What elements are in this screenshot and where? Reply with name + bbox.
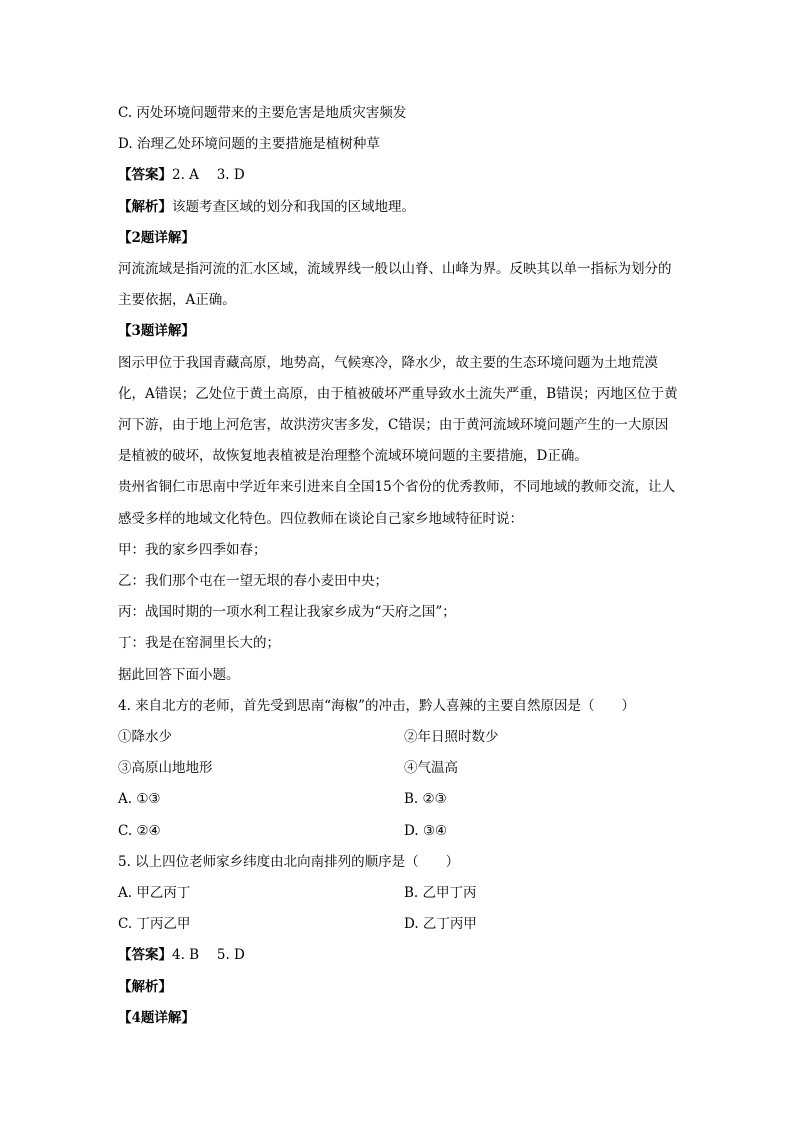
document-page — [118, 98, 680, 1034]
q4-stem: 4. 来自北方的老师，首先受到思南“海椒”的冲击，黔人喜辣的主要自然原因是（ ） — [118, 697, 635, 714]
material-jia: 甲：我的家乡四季如春； — [118, 541, 267, 558]
answer-4-5 — [118, 940, 680, 971]
q4-option-c: C. ②④ — [118, 822, 161, 839]
analysis-2-3 — [118, 192, 680, 223]
q3-option-d: D. 治理乙处环境问题的主要措施是植树种草 — [118, 136, 380, 153]
q5-option-b: B. 乙甲丁丙 — [404, 885, 477, 902]
q4-item-1: ①降水少 — [118, 729, 172, 746]
detail-3-heading: 【3题详解】 — [118, 323, 195, 340]
q5-options-row-2 — [118, 909, 680, 940]
q5-option-d: D. 乙丁丙甲 — [404, 916, 477, 933]
material-yi: 乙：我们那个屯在一望无垠的春小麦田中央； — [118, 573, 388, 590]
q4-items-row-1 — [118, 722, 680, 753]
q4-item-2: ②年日照时数少 — [404, 729, 499, 746]
q4-item-3: ③高原山地地形 — [118, 760, 213, 777]
analysis-label: 【解析】 — [118, 198, 172, 215]
answer-2-3 — [118, 160, 680, 191]
material-prompt: 据此回答下面小题。 — [118, 666, 240, 683]
detail-4-heading: 【4题详解】 — [118, 1009, 195, 1026]
q4-items-row-2 — [118, 753, 680, 784]
q4-option-a: A. ①③ — [118, 791, 161, 808]
material-intro: 贵州省铜仁市思南中学近年来引进来自全国15个省份的优秀教师，不同地域的教师交流，让人感受多样的地域文化特色。四位教师在谈论自己家乡地域特征时说： — [118, 479, 676, 527]
answer-value: 4. B 5. D — [172, 947, 245, 964]
q3-option-c: C. 丙处环境问题带来的主要危害是地质灾害频发 — [118, 105, 407, 121]
answer-value: 2. A 3. D — [172, 167, 245, 184]
q4-option-d: D. ③④ — [404, 822, 448, 839]
q5-option-a: A. 甲乙丙丁 — [118, 885, 191, 902]
material-ding: 丁：我是在窑洞里长大的； — [118, 635, 280, 652]
q5-options-row-1 — [118, 878, 680, 909]
q4-options-row-2 — [118, 816, 680, 847]
q5-stem: 5. 以上四位老师家乡纬度由北向南排列的顺序是（ ） — [118, 853, 460, 870]
material-bing: 丙：战国时期的一项水利工程让我家乡成为“天府之国”； — [118, 604, 456, 621]
q4-options-row-1 — [118, 784, 680, 815]
q4-option-b: B. ②③ — [404, 791, 447, 808]
analysis-text: 该题考查区域的划分和我国的区域地理。 — [172, 198, 415, 215]
answer-label: 【答案】 — [118, 167, 172, 184]
q5-option-c: C. 丁丙乙甲 — [118, 916, 191, 933]
q4-item-4: ④气温高 — [404, 760, 458, 777]
analysis-4-5-label: 【解析】 — [118, 978, 172, 995]
detail-2-heading: 【2题详解】 — [118, 229, 195, 246]
answer-label: 【答案】 — [118, 947, 172, 964]
detail-3-text: 图示甲位于我国青藏高原，地势高，气候寒冷，降水少，故主要的生态环境问题为土地荒漠化，A错误；乙处位于黄土高原，由于植被破坏严重导致水土流失严重，B错误；丙地区位于黄河下游，由于地上河危害，故洪涝灾害多发，C错误；由于黄河流域环境问题产生的一大原因是植被的破坏，故恢复地表植被是治理整个流域环境问题的主要措施，D正确。 — [118, 354, 678, 465]
detail-2-text: 河流流域是指河流的汇水区域，流域界线一般以山脊、山峰为界。反映其以单一指标为划分的主要依据，A正确。 — [118, 261, 672, 309]
